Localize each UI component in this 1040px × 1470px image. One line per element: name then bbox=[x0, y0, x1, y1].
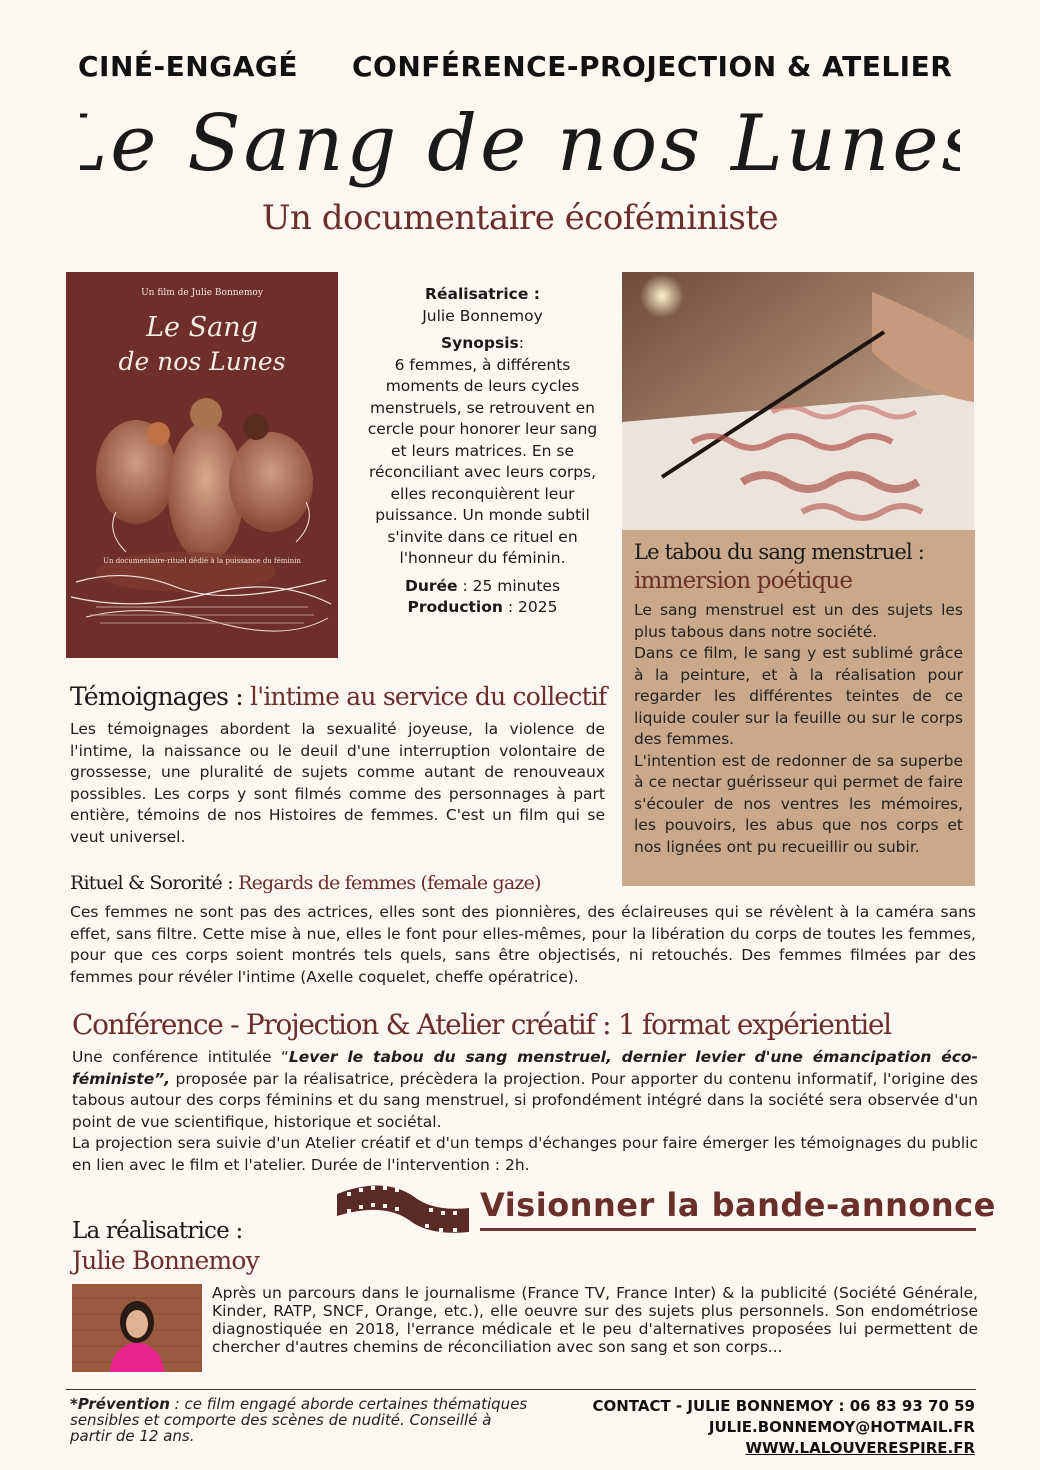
contact-website[interactable]: WWW.LALOUVERESPIRE.FR bbox=[745, 1439, 975, 1457]
poster-title-2: de nos Lunes bbox=[118, 347, 286, 376]
conference-para-2: La projection sera suivie d'un Atelier créatif et d'un temps d'échanges pour faire émerger les témoignages du public en lien avec le film et l'atelier. Durée de l'intervention : 2h. bbox=[72, 1134, 978, 1174]
prevention-label: *Prévention bbox=[70, 1395, 170, 1413]
header-conference: CONFÉRENCE-PROJECTION & ATELIER bbox=[352, 50, 953, 83]
testimonies-title-dark: Témoignages : bbox=[70, 682, 251, 711]
director-section-name: Julie Bonnemoy bbox=[72, 1246, 259, 1275]
ritual-title-maroon: Regards de femmes (female gaze) bbox=[238, 872, 541, 894]
synopsis-text: 6 femmes, à différents moments de leurs cycles menstruels, se retrouvent en cercle pour honorer leur sang et leurs matrices. En se réconciliant avec leurs corps, elles reconquièrent leur puissance. Un monde subtil s'invite dans ce rituel en l'honneur du féminin. bbox=[367, 355, 598, 567]
director-label: Réalisatrice : bbox=[425, 285, 540, 303]
taboo-para-1: Le sang menstruel est un des sujets les plus tabous dans notre société. bbox=[634, 601, 963, 641]
taboo-para-2: Dans ce film, le sang y est sublimé grâce à la peinture, et à la réalisation pour regarder les différentes teintes de ce liquide couler sur la feuille ou sur le corps des femmes. bbox=[634, 644, 963, 748]
conference-rest: proposée par la réalisatrice, précèdera la projection. Pour apporter du contenu informatif, l'origine des tabous autour des corps féminins et du sang menstruel, si profondément intégré dans la société sera observée d'un point de vue scientifique, historique et sociétal. bbox=[72, 1069, 978, 1131]
conference-title: Conférence - Projection & Atelier créatif : 1 format expérientiel bbox=[72, 1008, 891, 1041]
contact-email[interactable]: JULIE.BONNEMOY@HOTMAIL.FR bbox=[708, 1418, 975, 1436]
director-section-label: La réalisatrice : bbox=[72, 1218, 243, 1244]
subtitle: Un documentaire écoféministe bbox=[261, 198, 779, 238]
taboo-title: Le tabou du sang menstruel : bbox=[634, 540, 925, 564]
poster-tagline: Un documentaire-rituel dédié à la puissance du féminin bbox=[103, 557, 301, 565]
conference-intro: Une conférence intitulée “ bbox=[72, 1048, 289, 1066]
film-title bbox=[80, 78, 960, 208]
ritual-text: Ces femmes ne sont pas des actrices, elles sont des pionnières, des éclaireuses qui se révèlent à la caméra sans effet, sans filtre. Cette mise à nue, elles le font pour elles-mêmes, pour la libération du corps de toutes les femmes, pour que ces corps soient montrés tels quels, sans être objectisés, ni retouchés. Des femmes filmées par des femmes pour révéler l'intime (Axelle coquelet, cheffe opératrice). bbox=[70, 903, 976, 986]
film-title-text: Le Sang de nos Lunes bbox=[80, 99, 960, 189]
trailer-underline bbox=[480, 1228, 976, 1231]
film-strip-icon bbox=[333, 1172, 473, 1242]
film-poster bbox=[66, 272, 338, 658]
taboo-para-3: L'intention est de redonner de sa superbe à ce nectar guérisseur qui permet de faire s'écouler de nos ventres les mémoires, les pouvoirs, les abus que nos corps et nos lignées ont pu recueillir ou subir. bbox=[634, 751, 963, 856]
director-name: Julie Bonnemoy bbox=[422, 306, 543, 325]
synopsis-label: Synopsis bbox=[440, 334, 519, 352]
director-photo bbox=[72, 1284, 202, 1372]
contact-phone: CONTACT - JULIE BONNEMOY : 06 83 93 70 59 bbox=[592, 1397, 975, 1415]
director-bio: Après un parcours dans le journalisme (France TV, France Inter) & la publicité (Société Générale, Kinder, RATP, SNCF, Orange, etc.), elle oeuvre sur des sujets plus personnels. Son endométriose diagnostiquée en 2018, l'errance médicale et le peu d'alternatives proposées lui permettent de chercher d'autres chemins de réconciliation avec son sang et son corps... bbox=[212, 1284, 978, 1356]
poster-illustration bbox=[66, 382, 338, 658]
duration-value: : 25 minutes bbox=[457, 576, 561, 595]
conference-text bbox=[72, 1047, 978, 1176]
testimonies-title bbox=[70, 682, 606, 711]
poster-title-1: Le Sang bbox=[146, 312, 258, 343]
trailer-link[interactable]: Visionner la bande-annonce bbox=[480, 1186, 996, 1224]
prevention-note bbox=[70, 1396, 530, 1444]
film-info: Réalisatrice : Julie Bonnemoy Synopsis: 6 femmes, à différents moments de leurs cycles menstruels, se retrouvent en cercle pour honorer leur sang et leurs matrices. En se réconciliant avec leurs corps, elles reconquièrent leur puissance. Un monde subtil s'invite dans ce rituel en l'honneur du féminin. Durée : 25 minutes Production : 2025 bbox=[360, 284, 605, 619]
production-label: Production bbox=[407, 598, 503, 616]
testimonies-text: Les témoignages abordent la sexualité joyeuse, la violence de l'intime, la naissance ou le deuil d'une interruption volontaire de grossesse, une pluralité de sujets comme autant de renouveaux possibles. Les corps y sont filmés comme des personnages à part entière, témoins de nos Histoires de femmes. C'est un film qui se veut universel. bbox=[70, 720, 605, 846]
production-value: : 2025 bbox=[502, 598, 558, 616]
prevention-text: : ce film engagé aborde certaines thématiques sensibles et comporte des scènes de nudité. Conseillé à partir de 12 ans. bbox=[70, 1395, 528, 1445]
taboo-section bbox=[622, 530, 975, 886]
header-cine-engage: CINÉ-ENGAGÉ bbox=[78, 50, 298, 83]
ritual-title-dark: Rituel & Sororité : bbox=[70, 872, 239, 894]
conference-quote: Lever le tabou du sang menstruel, dernier levier d'une émancipation éco-féministe”, bbox=[72, 1048, 978, 1088]
painting-photo bbox=[622, 272, 974, 530]
poster-by: Un film de Julie Bonnemoy bbox=[141, 288, 263, 298]
testimonies-title-maroon: l'intime au service du collectif bbox=[250, 682, 607, 711]
contact-block bbox=[560, 1396, 975, 1459]
ritual-title bbox=[70, 872, 541, 894]
taboo-subtitle: immersion poétique bbox=[634, 568, 853, 594]
footer-divider bbox=[66, 1389, 976, 1390]
duration-label: Durée bbox=[404, 576, 458, 595]
